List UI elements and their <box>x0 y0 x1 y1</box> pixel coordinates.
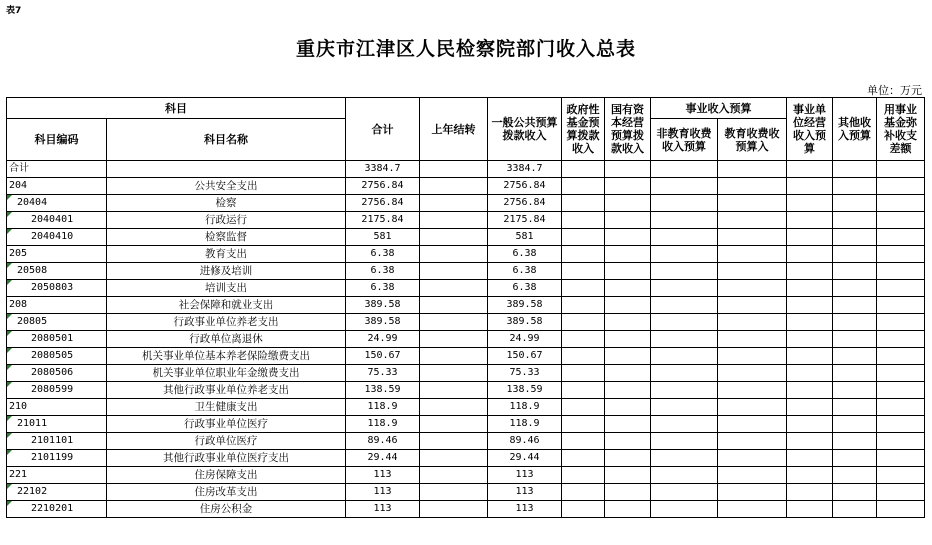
cell-edu-fee <box>718 178 787 195</box>
unit-label: 单位：万元 <box>867 84 922 97</box>
cell-general-budget: 3384.7 <box>488 161 562 178</box>
cell-fund-deficit <box>877 178 925 195</box>
cell-other-income <box>833 331 877 348</box>
cell-general-budget: 6.38 <box>488 263 562 280</box>
cell-gov-fund <box>562 263 605 280</box>
cell-non-edu-fee <box>651 331 718 348</box>
cell-non-edu-fee <box>651 229 718 246</box>
cell-state-capital <box>605 382 651 399</box>
cell-business-unit-ops <box>787 280 833 297</box>
cell-state-capital <box>605 212 651 229</box>
cell-business-unit-ops <box>787 195 833 212</box>
cell-state-capital <box>605 246 651 263</box>
cell-state-capital <box>605 297 651 314</box>
cell-business-unit-ops <box>787 331 833 348</box>
header-other-income: 其他收入预算 <box>833 98 877 161</box>
cell-non-edu-fee <box>651 365 718 382</box>
cell-edu-fee <box>718 229 787 246</box>
cell-name: 其他行政事业单位医疗支出 <box>107 450 346 467</box>
cell-code: 2101101 <box>7 433 107 450</box>
cell-total: 75.33 <box>346 365 420 382</box>
cell-fund-deficit <box>877 399 925 416</box>
cell-other-income <box>833 433 877 450</box>
table-row <box>7 280 925 297</box>
cell-edu-fee <box>718 195 787 212</box>
table-row <box>7 416 925 433</box>
table-row <box>7 365 925 382</box>
cell-carryover <box>420 212 488 229</box>
cell-edu-fee <box>718 484 787 501</box>
cell-fund-deficit <box>877 348 925 365</box>
cell-business-unit-ops <box>787 314 833 331</box>
cell-total: 29.44 <box>346 450 420 467</box>
cell-other-income <box>833 280 877 297</box>
cell-total: 389.58 <box>346 314 420 331</box>
cell-total: 2175.84 <box>346 212 420 229</box>
cell-business-unit-ops <box>787 246 833 263</box>
cell-edu-fee <box>718 314 787 331</box>
cell-business-unit-ops <box>787 178 833 195</box>
cell-carryover <box>420 195 488 212</box>
table-row <box>7 399 925 416</box>
cell-total: 118.9 <box>346 416 420 433</box>
cell-non-edu-fee <box>651 263 718 280</box>
cell-code: 20805 <box>7 314 107 331</box>
cell-other-income <box>833 195 877 212</box>
cell-total: 150.67 <box>346 348 420 365</box>
cell-non-edu-fee <box>651 161 718 178</box>
cell-total: 113 <box>346 467 420 484</box>
cell-business-unit-ops <box>787 161 833 178</box>
cell-non-edu-fee <box>651 178 718 195</box>
cell-carryover <box>420 450 488 467</box>
cell-fund-deficit <box>877 501 925 518</box>
cell-edu-fee <box>718 161 787 178</box>
cell-carryover <box>420 331 488 348</box>
cell-business-unit-ops <box>787 212 833 229</box>
cell-business-unit-ops <box>787 348 833 365</box>
cell-gov-fund <box>562 178 605 195</box>
cell-gov-fund <box>562 399 605 416</box>
cell-edu-fee <box>718 246 787 263</box>
header-gov-fund: 政府性基金预算拨款收入 <box>562 98 605 161</box>
cell-name: 其他行政事业单位养老支出 <box>107 382 346 399</box>
cell-code: 2080599 <box>7 382 107 399</box>
cell-carryover <box>420 314 488 331</box>
cell-edu-fee <box>718 501 787 518</box>
cell-business-unit-ops <box>787 484 833 501</box>
cell-state-capital <box>605 229 651 246</box>
header-subject: 科目 <box>7 98 346 119</box>
table-row <box>7 331 925 348</box>
cell-name: 行政单位医疗 <box>107 433 346 450</box>
cell-other-income <box>833 178 877 195</box>
cell-general-budget: 113 <box>488 501 562 518</box>
cell-state-capital <box>605 484 651 501</box>
cell-fund-deficit <box>877 212 925 229</box>
cell-state-capital <box>605 433 651 450</box>
cell-business-unit-ops <box>787 297 833 314</box>
cell-gov-fund <box>562 433 605 450</box>
cell-general-budget: 24.99 <box>488 331 562 348</box>
cell-general-budget: 2175.84 <box>488 212 562 229</box>
cell-non-edu-fee <box>651 297 718 314</box>
page-title: 重庆市江津区人民检察院部门收入总表 <box>295 38 636 60</box>
cell-total: 2756.84 <box>346 195 420 212</box>
cell-general-budget: 389.58 <box>488 297 562 314</box>
cell-name: 机关事业单位基本养老保险缴费支出 <box>107 348 346 365</box>
cell-name: 住房改革支出 <box>107 484 346 501</box>
cell-state-capital <box>605 365 651 382</box>
cell-name: 社会保障和就业支出 <box>107 297 346 314</box>
cell-total: 113 <box>346 484 420 501</box>
cell-edu-fee <box>718 348 787 365</box>
cell-general-budget: 389.58 <box>488 314 562 331</box>
cell-other-income <box>833 467 877 484</box>
cell-name: 公共安全支出 <box>107 178 346 195</box>
header-business-income: 事业收入预算 <box>651 98 787 119</box>
cell-state-capital <box>605 280 651 297</box>
header-state-capital: 国有资本经营预算拨款收入 <box>605 98 651 161</box>
cell-state-capital <box>605 467 651 484</box>
cell-business-unit-ops <box>787 382 833 399</box>
table-row <box>7 484 925 501</box>
cell-business-unit-ops <box>787 365 833 382</box>
table-row <box>7 195 925 212</box>
cell-general-budget: 118.9 <box>488 416 562 433</box>
cell-other-income <box>833 382 877 399</box>
cell-state-capital <box>605 399 651 416</box>
header-code: 科目编码 <box>7 119 107 161</box>
cell-carryover <box>420 178 488 195</box>
cell-edu-fee <box>718 433 787 450</box>
cell-total: 138.59 <box>346 382 420 399</box>
cell-code: 2040401 <box>7 212 107 229</box>
cell-code: 22102 <box>7 484 107 501</box>
cell-other-income <box>833 161 877 178</box>
cell-carryover <box>420 229 488 246</box>
cell-other-income <box>833 501 877 518</box>
cell-gov-fund <box>562 195 605 212</box>
cell-general-budget: 138.59 <box>488 382 562 399</box>
cell-fund-deficit <box>877 416 925 433</box>
cell-code: 20508 <box>7 263 107 280</box>
cell-other-income <box>833 246 877 263</box>
header-name: 科目名称 <box>107 119 346 161</box>
cell-business-unit-ops <box>787 450 833 467</box>
cell-code: 2050803 <box>7 280 107 297</box>
cell-carryover <box>420 501 488 518</box>
cell-carryover <box>420 399 488 416</box>
table-row <box>7 229 925 246</box>
cell-edu-fee <box>718 416 787 433</box>
cell-other-income <box>833 229 877 246</box>
table-row <box>7 467 925 484</box>
cell-name: 机关事业单位职业年金缴费支出 <box>107 365 346 382</box>
cell-code: 21011 <box>7 416 107 433</box>
cell-code: 2080506 <box>7 365 107 382</box>
cell-fund-deficit <box>877 229 925 246</box>
cell-general-budget: 29.44 <box>488 450 562 467</box>
cell-gov-fund <box>562 331 605 348</box>
table-row <box>7 450 925 467</box>
cell-code: 205 <box>7 246 107 263</box>
cell-total: 6.38 <box>346 280 420 297</box>
header-business-unit-ops: 事业单位经营收入预算 <box>787 98 833 161</box>
cell-name <box>107 161 346 178</box>
cell-business-unit-ops <box>787 433 833 450</box>
cell-gov-fund <box>562 280 605 297</box>
cell-state-capital <box>605 416 651 433</box>
cell-general-budget: 2756.84 <box>488 195 562 212</box>
cell-non-edu-fee <box>651 314 718 331</box>
cell-gov-fund <box>562 416 605 433</box>
cell-name: 住房公积金 <box>107 501 346 518</box>
cell-business-unit-ops <box>787 416 833 433</box>
header-fund-deficit: 用事业基金弥补收支差额 <box>877 98 925 161</box>
table-row <box>7 382 925 399</box>
cell-edu-fee <box>718 331 787 348</box>
table-row <box>7 212 925 229</box>
cell-total: 113 <box>346 501 420 518</box>
cell-gov-fund <box>562 382 605 399</box>
cell-other-income <box>833 399 877 416</box>
cell-business-unit-ops <box>787 467 833 484</box>
cell-general-budget: 6.38 <box>488 246 562 263</box>
cell-gov-fund <box>562 229 605 246</box>
cell-carryover <box>420 297 488 314</box>
cell-code: 2080505 <box>7 348 107 365</box>
cell-business-unit-ops <box>787 263 833 280</box>
cell-general-budget: 6.38 <box>488 280 562 297</box>
table-row <box>7 433 925 450</box>
cell-fund-deficit <box>877 314 925 331</box>
cell-non-edu-fee <box>651 433 718 450</box>
cell-other-income <box>833 212 877 229</box>
cell-other-income <box>833 297 877 314</box>
cell-name: 进修及培训 <box>107 263 346 280</box>
cell-general-budget: 113 <box>488 467 562 484</box>
cell-name: 检察 <box>107 195 346 212</box>
cell-general-budget: 118.9 <box>488 399 562 416</box>
header-non-edu-fee: 非教育收费收入预算 <box>651 119 718 161</box>
cell-gov-fund <box>562 246 605 263</box>
cell-edu-fee <box>718 399 787 416</box>
cell-name: 检察监督 <box>107 229 346 246</box>
cell-code: 2040410 <box>7 229 107 246</box>
cell-name: 卫生健康支出 <box>107 399 346 416</box>
table-row <box>7 297 925 314</box>
cell-fund-deficit <box>877 450 925 467</box>
cell-fund-deficit <box>877 467 925 484</box>
cell-fund-deficit <box>877 365 925 382</box>
cell-edu-fee <box>718 263 787 280</box>
cell-carryover <box>420 263 488 280</box>
cell-code: 208 <box>7 297 107 314</box>
cell-non-edu-fee <box>651 450 718 467</box>
cell-non-edu-fee <box>651 501 718 518</box>
cell-state-capital <box>605 195 651 212</box>
cell-fund-deficit <box>877 484 925 501</box>
cell-edu-fee <box>718 297 787 314</box>
cell-fund-deficit <box>877 297 925 314</box>
cell-general-budget: 89.46 <box>488 433 562 450</box>
income-summary-table <box>6 97 925 518</box>
cell-code: 合计 <box>7 161 107 178</box>
cell-name: 教育支出 <box>107 246 346 263</box>
cell-gov-fund <box>562 467 605 484</box>
cell-state-capital <box>605 501 651 518</box>
cell-carryover <box>420 416 488 433</box>
cell-name: 行政事业单位养老支出 <box>107 314 346 331</box>
cell-state-capital <box>605 178 651 195</box>
cell-state-capital <box>605 348 651 365</box>
cell-name: 行政事业单位医疗 <box>107 416 346 433</box>
cell-gov-fund <box>562 314 605 331</box>
table-row <box>7 314 925 331</box>
cell-code: 2101199 <box>7 450 107 467</box>
cell-general-budget: 150.67 <box>488 348 562 365</box>
table-row <box>7 246 925 263</box>
cell-other-income <box>833 450 877 467</box>
cell-gov-fund <box>562 484 605 501</box>
cell-edu-fee <box>718 450 787 467</box>
cell-name: 住房保障支出 <box>107 467 346 484</box>
cell-gov-fund <box>562 297 605 314</box>
cell-code: 2080501 <box>7 331 107 348</box>
cell-fund-deficit <box>877 433 925 450</box>
cell-total: 6.38 <box>346 246 420 263</box>
cell-total: 6.38 <box>346 263 420 280</box>
cell-total: 89.46 <box>346 433 420 450</box>
cell-carryover <box>420 484 488 501</box>
cell-gov-fund <box>562 450 605 467</box>
cell-fund-deficit <box>877 331 925 348</box>
cell-carryover <box>420 280 488 297</box>
cell-total: 389.58 <box>346 297 420 314</box>
cell-business-unit-ops <box>787 399 833 416</box>
cell-gov-fund <box>562 365 605 382</box>
cell-total: 3384.7 <box>346 161 420 178</box>
table-row <box>7 178 925 195</box>
cell-non-edu-fee <box>651 280 718 297</box>
cell-other-income <box>833 416 877 433</box>
cell-total: 118.9 <box>346 399 420 416</box>
table-tag: 表7 <box>6 6 22 16</box>
cell-non-edu-fee <box>651 246 718 263</box>
cell-name: 行政运行 <box>107 212 346 229</box>
cell-code: 20404 <box>7 195 107 212</box>
cell-non-edu-fee <box>651 399 718 416</box>
cell-general-budget: 581 <box>488 229 562 246</box>
cell-edu-fee <box>718 382 787 399</box>
header-total: 合计 <box>346 98 420 161</box>
cell-non-edu-fee <box>651 382 718 399</box>
header-general-budget: 一般公共预算拨款收入 <box>488 98 562 161</box>
cell-non-edu-fee <box>651 212 718 229</box>
cell-code: 210 <box>7 399 107 416</box>
cell-other-income <box>833 365 877 382</box>
cell-carryover <box>420 433 488 450</box>
table-row <box>7 501 925 518</box>
cell-non-edu-fee <box>651 416 718 433</box>
table-row <box>7 263 925 280</box>
cell-state-capital <box>605 161 651 178</box>
cell-other-income <box>833 314 877 331</box>
cell-state-capital <box>605 263 651 280</box>
cell-fund-deficit <box>877 382 925 399</box>
cell-carryover <box>420 467 488 484</box>
cell-name: 行政单位离退休 <box>107 331 346 348</box>
cell-code: 2210201 <box>7 501 107 518</box>
cell-gov-fund <box>562 212 605 229</box>
cell-fund-deficit <box>877 161 925 178</box>
cell-non-edu-fee <box>651 484 718 501</box>
header-edu-fee: 教育收费收预算入 <box>718 119 787 161</box>
cell-general-budget: 2756.84 <box>488 178 562 195</box>
cell-gov-fund <box>562 501 605 518</box>
cell-gov-fund <box>562 348 605 365</box>
cell-state-capital <box>605 314 651 331</box>
cell-fund-deficit <box>877 195 925 212</box>
cell-edu-fee <box>718 467 787 484</box>
cell-edu-fee <box>718 212 787 229</box>
cell-fund-deficit <box>877 246 925 263</box>
cell-fund-deficit <box>877 263 925 280</box>
cell-total: 581 <box>346 229 420 246</box>
cell-non-edu-fee <box>651 467 718 484</box>
cell-edu-fee <box>718 365 787 382</box>
table-row <box>7 348 925 365</box>
cell-carryover <box>420 246 488 263</box>
cell-non-edu-fee <box>651 195 718 212</box>
cell-carryover <box>420 365 488 382</box>
cell-state-capital <box>605 331 651 348</box>
cell-carryover <box>420 348 488 365</box>
cell-carryover <box>420 382 488 399</box>
header-carryover: 上年结转 <box>420 98 488 161</box>
cell-state-capital <box>605 450 651 467</box>
cell-other-income <box>833 484 877 501</box>
cell-business-unit-ops <box>787 229 833 246</box>
cell-general-budget: 113 <box>488 484 562 501</box>
cell-general-budget: 75.33 <box>488 365 562 382</box>
cell-fund-deficit <box>877 280 925 297</box>
cell-edu-fee <box>718 280 787 297</box>
cell-business-unit-ops <box>787 501 833 518</box>
table-row <box>7 161 925 178</box>
cell-total: 24.99 <box>346 331 420 348</box>
cell-name: 培训支出 <box>107 280 346 297</box>
cell-total: 2756.84 <box>346 178 420 195</box>
cell-non-edu-fee <box>651 348 718 365</box>
cell-other-income <box>833 348 877 365</box>
cell-code: 221 <box>7 467 107 484</box>
cell-code: 204 <box>7 178 107 195</box>
cell-gov-fund <box>562 161 605 178</box>
cell-carryover <box>420 161 488 178</box>
cell-other-income <box>833 263 877 280</box>
